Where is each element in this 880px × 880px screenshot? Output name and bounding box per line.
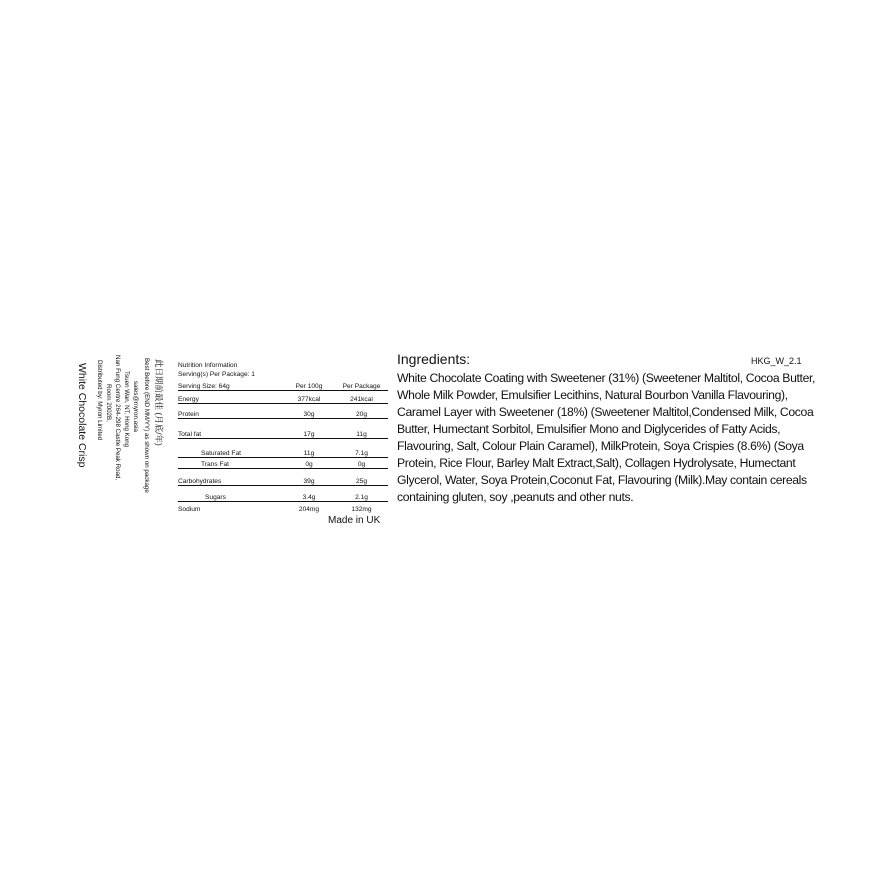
nutrition-header-row bbox=[178, 379, 388, 391]
label-reference-code: HKG_W_2.1 bbox=[751, 356, 802, 366]
nutrition-row-protein bbox=[178, 404, 388, 419]
row-value-per-100g: 3.4g bbox=[302, 494, 316, 501]
distributor-address-line: Room 2002B, bbox=[105, 384, 112, 422]
nutrition-row-trans-fat bbox=[178, 458, 388, 469]
nutrition-table bbox=[178, 361, 388, 513]
nutrition-row-sodium bbox=[178, 502, 388, 513]
distributor-email: sales@myron.asia bbox=[132, 381, 139, 432]
nutrition-row-total-fat bbox=[178, 419, 388, 439]
distributor-city: Tsuen Wan, NT, Hong Kong bbox=[123, 371, 130, 448]
row-value-per-100g: 204mg bbox=[298, 506, 320, 513]
row-label: Sugars bbox=[205, 494, 226, 501]
row-value-per-100g: 377kcal bbox=[297, 396, 321, 403]
row-value-per-package: 132mg bbox=[351, 506, 372, 513]
distributor-line: Distributed by: Myron Limited bbox=[96, 360, 103, 441]
row-value-per-100g: 0g bbox=[305, 461, 313, 468]
nutrition-title: Nutrition Information bbox=[178, 362, 238, 369]
row-label: Carbohydrates bbox=[178, 478, 222, 485]
col-header-per-100g: Per 100g bbox=[295, 383, 323, 390]
row-label: Sodium bbox=[178, 506, 201, 513]
row-value-per-100g: 39g bbox=[303, 478, 315, 485]
row-value-per-package: 20g bbox=[355, 411, 367, 418]
ingredients-heading: Ingredients: bbox=[397, 351, 471, 367]
row-label: Energy bbox=[178, 396, 199, 403]
row-label: Protein bbox=[178, 411, 199, 418]
country-of-origin: Made in UK bbox=[328, 515, 381, 526]
ingredients-list: White Chocolate Coating with Sweetener (31%) (Sweetener Maltitol, Cocoa Butter, Whole Milk Powder, Emulsifier Lecithins, Natural Bourbon Vanilla Flavouring), Caramel Layer with Sweetener (18%) (Sweetener Maltitol,Condensed Milk, Cocoa Butter, Humectant Sorbitol, Emulsifier Mono and Diglycerides of Fatty Acids, Flavouring, Salt, Colour Plain Caramel), MilkProtein, Soya Crispies (8.6%) (Soya Protein, Rice Flour, Barley Malt Extract,Salt), Collagen Hydrolysate, Humectant Glycerol, Water, Soya Protein,Coconut Fat, Flavouring (Milk).May contain cereals containing gluten, soy ,peanuts and other nuts. bbox=[397, 371, 816, 504]
product-name: White Chocolate Crisp bbox=[76, 363, 88, 468]
row-value-per-package: 7.1g bbox=[355, 450, 368, 457]
distributor-address-line: Nan Fung Centre 264-298 Castle Peak Road, bbox=[114, 355, 121, 481]
row-label: Saturated Fat bbox=[201, 450, 241, 457]
row-value-per-100g: 17g bbox=[303, 431, 315, 438]
distributor-address-line bbox=[123, 371, 130, 447]
nutrition-row-sugars bbox=[178, 486, 388, 502]
row-value-per-package: 0g bbox=[357, 461, 366, 468]
row-value-per-package: 11g bbox=[356, 431, 367, 438]
row-label: Trans Fat bbox=[201, 461, 229, 468]
best-before-note: Best Before (END MM/YY) as shown on package bbox=[143, 358, 150, 493]
row-label: Total fat bbox=[178, 431, 202, 438]
nutrition-row-saturated-fat bbox=[178, 439, 388, 458]
servings-per-package: Serving(s) Per Package: 1 bbox=[178, 371, 255, 378]
best-before-chinese: 此日期前最佳 (月底/年) bbox=[154, 359, 164, 446]
row-value-per-100g: 11g bbox=[303, 450, 315, 457]
nutrition-row-energy bbox=[178, 391, 388, 404]
row-value-per-package: 2.1g bbox=[355, 494, 368, 501]
nutrition-row-carbohydrates bbox=[178, 469, 388, 486]
row-value-per-package: 241kcal bbox=[350, 396, 373, 403]
serving-size: Serving Size: 64g bbox=[178, 383, 230, 390]
row-value-per-100g: 30g bbox=[303, 411, 315, 418]
col-header-per-package: Per Package bbox=[342, 383, 381, 390]
row-value-per-package: 25g bbox=[355, 478, 367, 485]
